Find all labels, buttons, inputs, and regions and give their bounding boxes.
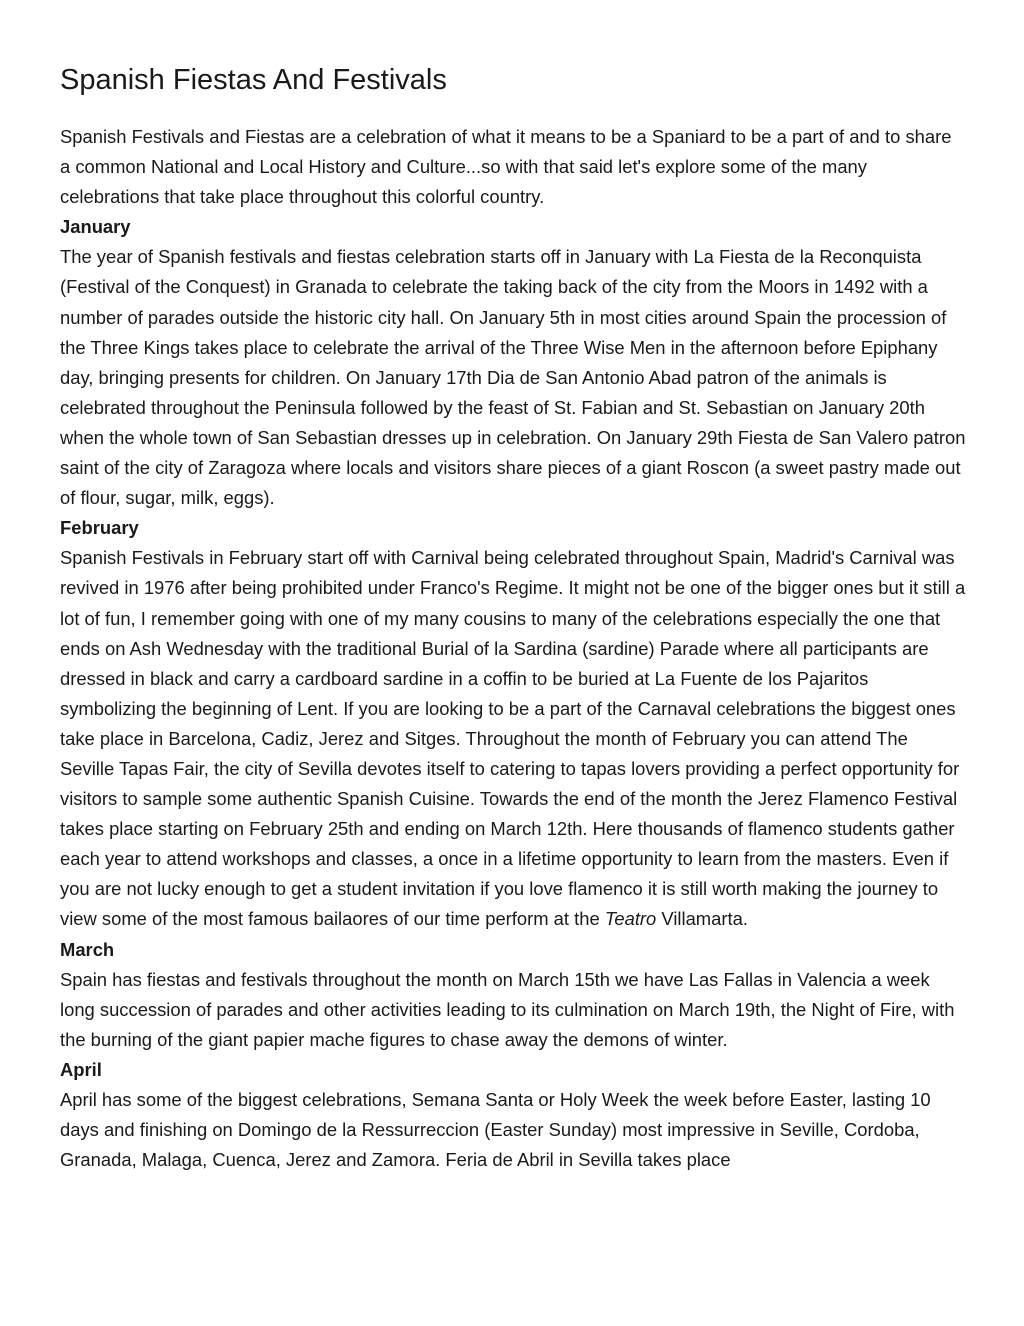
intro-paragraph: Spanish Festivals and Fiestas are a celebration of what it means to be a Spaniard to be a part of and to share a common National and Local History and Culture...so with that said let's explore some of the many celebrations that take place throughout this colorful country. <box>60 126 952 208</box>
february-text-part-1: Spanish Festivals in February start off with Carnival being celebrated throughout Spain, Madrid's Carnival was revived in 1976 after being prohibited under Franco's Regime. It might not be one of the bigger ones but it still a lot of fun, I remember going with one of my many cousins to many of the celebrations especially the one that ends on Ash Wednesday with the traditional Burial of la Sardina (sardine) Parade where all participants are dressed in black and carry a cardboard sardine in a coffin to be buried at La Fuente de los Pajaritos symbolizing the beginning of Lent. If you are looking to be a part of the Carnaval celebrations the biggest ones take place in Barcelona, Cadiz, Jerez and Sitges. Throughout the month of February you can attend The Seville Tapas Fair, the city of Sevilla devotes itself to catering to tapas lovers providing a perfect opportunity for visitors to sample some authentic Spanish Cuisine. Towards the end of the month the Jerez Flamenco Festival takes place starting on February 25th and ending on March 12th. Here thousands of flamenco students gather each year to attend workshops and classes, a once in a lifetime opportunity to learn from the masters. Even if you are not lucky enough to get a student invitation if you love flamenco it is still worth making the journey to view some of the most famous bailaores of our time perform at the <box>60 547 966 930</box>
section-text-april: April has some of the biggest celebrations, Semana Santa or Holy Week the week before Easter, lasting 10 days and finishing on Domingo de la Ressurreccion (Easter Sunday) most impressive in Seville, Cordoba, Granada, Malaga, Cuenca, Jerez and Zamora. Feria de Abril in Sevilla takes place <box>60 1089 931 1171</box>
page-title: Spanish Fiestas And Festivals <box>60 64 447 96</box>
section-text-march: Spain has fiestas and festivals throughout the month on March 15th we have Las Fallas in Valencia a week long succession of parades and other activities leading to its culmination on March 19th, the Night of Fire, with the burning of the giant papier mache figures to chase away the demons of winter. <box>60 968 955 1050</box>
section-heading-january: January <box>60 216 131 238</box>
section-text-january: The year of Spanish festivals and fiestas celebration starts off in January with La Fiesta de la Reconquista (Festival of the Conquest) in Granada to celebrate the taking back of the city from the Moors in 1492 with a number of parades outside the historic city hall. On January 5th in most cities around Spain the procession of the Three Kings takes place to celebrate the arrival of the Three Wise Men in the afternoon before Epiphany day, bringing presents for children. On January 17th Dia de San Antonio Abad patron of the animals is celebrated throughout the Peninsula followed by the feast of St. Fabian and St. Sebastian on January 20th when the whole town of San Sebastian dresses up in celebration. On January 29th Fiesta de San Valero patron saint of the city of Zaragoza where locals and visitors share pieces of a giant Roscon (a sweet pastry made out of flour, sugar, milk, eggs). <box>60 246 966 509</box>
section-heading-march: March <box>60 938 115 960</box>
february-italic-text: Teatro <box>604 908 657 930</box>
section-text-february <box>60 543 966 934</box>
section-heading-february: February <box>60 517 139 539</box>
february-text-part-2: Villamarta. <box>656 908 748 930</box>
document-page <box>60 56 966 1175</box>
section-heading-april: April <box>60 1058 102 1080</box>
